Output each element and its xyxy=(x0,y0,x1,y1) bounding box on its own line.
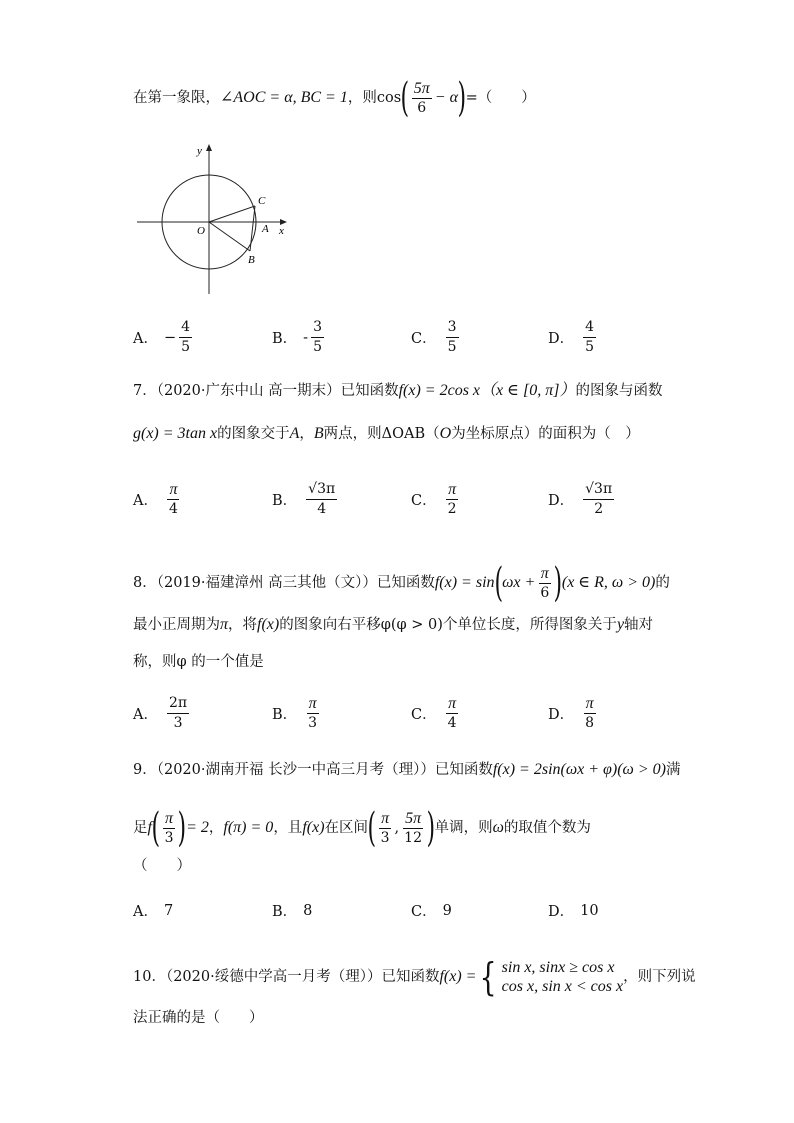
origin-label: O xyxy=(197,225,205,237)
q6-cos: cos xyxy=(376,90,402,106)
q9-f-def: f(x) = 2sin(ωx + φ)(ω > 0) xyxy=(492,761,666,778)
q8-line-1: 8．（2019·福建漳州 高三其他（文））已知函数f(x) = sin(ωx + $\frac{\pi}{6}$ )(x ∈ R, ω > 0)的 xyxy=(133,560,670,606)
unit-circle-figure xyxy=(133,140,293,300)
q8-option-b[interactable]: B． $\frac{\pi}{3}$ xyxy=(272,695,318,731)
q6-option-a[interactable]: A． − $\frac{4}{5}$ xyxy=(133,319,191,355)
right-paren: ) xyxy=(457,75,467,121)
q7-option-d[interactable]: D． $\frac{√3\pi}{2}$ xyxy=(548,481,613,517)
fraction: $\frac{5\pi}{6}$ xyxy=(413,79,430,116)
q8-line-2: 最小正周期为π，将f(x)的图象向右平移φ(φ > 0)个单位长度，所得图象关于y轴对 xyxy=(133,616,654,633)
segment-bc xyxy=(250,206,255,251)
q7-f-def: f(x) = 2cos x xyxy=(398,382,481,399)
q9-option-c[interactable]: C． 9 xyxy=(411,902,452,920)
q10-line-1: 10．（2020·绥德中学高一月考（理））已知函数 f(x) = { sin x, sinx ≥ cos x cos x, sin x < cos x ，则下列说 xyxy=(133,955,696,999)
point-a-label: A xyxy=(262,223,269,235)
q7-line-1: 7．（2020·广东中山 高一期末）已知函数f(x) = 2cos x（x ∈ [0, π]）的图象与函数 xyxy=(133,382,663,399)
q9-option-b[interactable]: B． 8 xyxy=(272,902,313,920)
y-axis-label: y xyxy=(197,145,202,157)
q6-minus-alpha: − α xyxy=(434,89,458,106)
point-b-label: B xyxy=(248,254,255,266)
q6-option-c[interactable]: C． $\frac{3}{5}$ xyxy=(411,319,457,355)
q8-option-d[interactable]: D． $\frac{\pi}{8}$ xyxy=(548,695,595,731)
q6-option-b[interactable]: B． - $\frac{3}{5}$ xyxy=(272,319,322,355)
q9-line-2: 足f( $\frac{\pi}{3}$ )= 2，f(π) = 0，且f(x)在区间( $\frac{\pi}{3}$ , $\frac{5\pi}{12}$ )单调，则ω的取值个数为 xyxy=(133,805,591,851)
q10-line-2: 法正确的是（ ） xyxy=(133,1010,264,1026)
q7-option-b[interactable]: B． $\frac{√3\pi}{4}$ xyxy=(272,481,336,517)
q9-line-3 xyxy=(133,856,191,876)
case-2: cos x, sin x < cos x xyxy=(501,978,624,995)
case-1: sin x, sinx ≥ cos x xyxy=(501,959,615,976)
point-c-label: C xyxy=(258,195,266,207)
q7-line-2: g(x) = 3tan x的图象交于A，B两点，则ΔOAB（O为坐标原点）的面积为（ ） xyxy=(133,425,640,442)
piecewise: { sin x, sinx ≥ cos x cos x, sin x < cos x xyxy=(480,955,624,999)
q8-f-def: f(x) = sin xyxy=(434,574,495,591)
q6-option-d[interactable]: D． $\frac{4}{5}$ xyxy=(548,319,595,355)
q10-f-def: f(x) = xyxy=(439,968,477,985)
x-axis-label: x xyxy=(279,225,284,237)
q8-line-3: 称，则φ 的一个值是 xyxy=(133,654,264,670)
left-paren: ( xyxy=(400,75,410,121)
q7-option-c[interactable]: C． $\frac{\pi}{2}$ xyxy=(411,481,457,517)
q8-option-c[interactable]: C． $\frac{\pi}{4}$ xyxy=(411,695,457,731)
q7-option-a[interactable]: A． $\frac{\pi}{4}$ xyxy=(133,481,178,517)
q8-option-a[interactable]: A． $\frac{2\pi}{3}$ xyxy=(133,695,188,731)
q6-stem-text: 在第一象限， xyxy=(133,90,220,106)
segment-oc xyxy=(209,206,255,222)
q6-answer-blank: =（ ） xyxy=(465,90,536,106)
q7-g-def: g(x) = 3tan x xyxy=(133,425,218,442)
q7-domain: （x ∈ [0, π]） xyxy=(480,382,576,399)
q6-stem xyxy=(133,75,536,121)
q9-option-d[interactable]: D． 10 xyxy=(548,902,599,920)
segment-ob xyxy=(209,222,250,251)
q6-stem-math: ∠AOC = α, BC = 1 xyxy=(220,89,348,106)
q9-option-a[interactable]: A． 7 xyxy=(133,902,174,920)
y-axis-arrow xyxy=(206,144,212,151)
q6-stem-text2: ，则 xyxy=(347,90,377,106)
q9-line-1: 9．（2020·湖南开福 长沙一中高三月考（理））已知函数f(x) = 2sin(ωx + φ)(ω > 0)满 xyxy=(133,761,681,778)
q9-answer-blank: （ ） xyxy=(133,858,191,874)
